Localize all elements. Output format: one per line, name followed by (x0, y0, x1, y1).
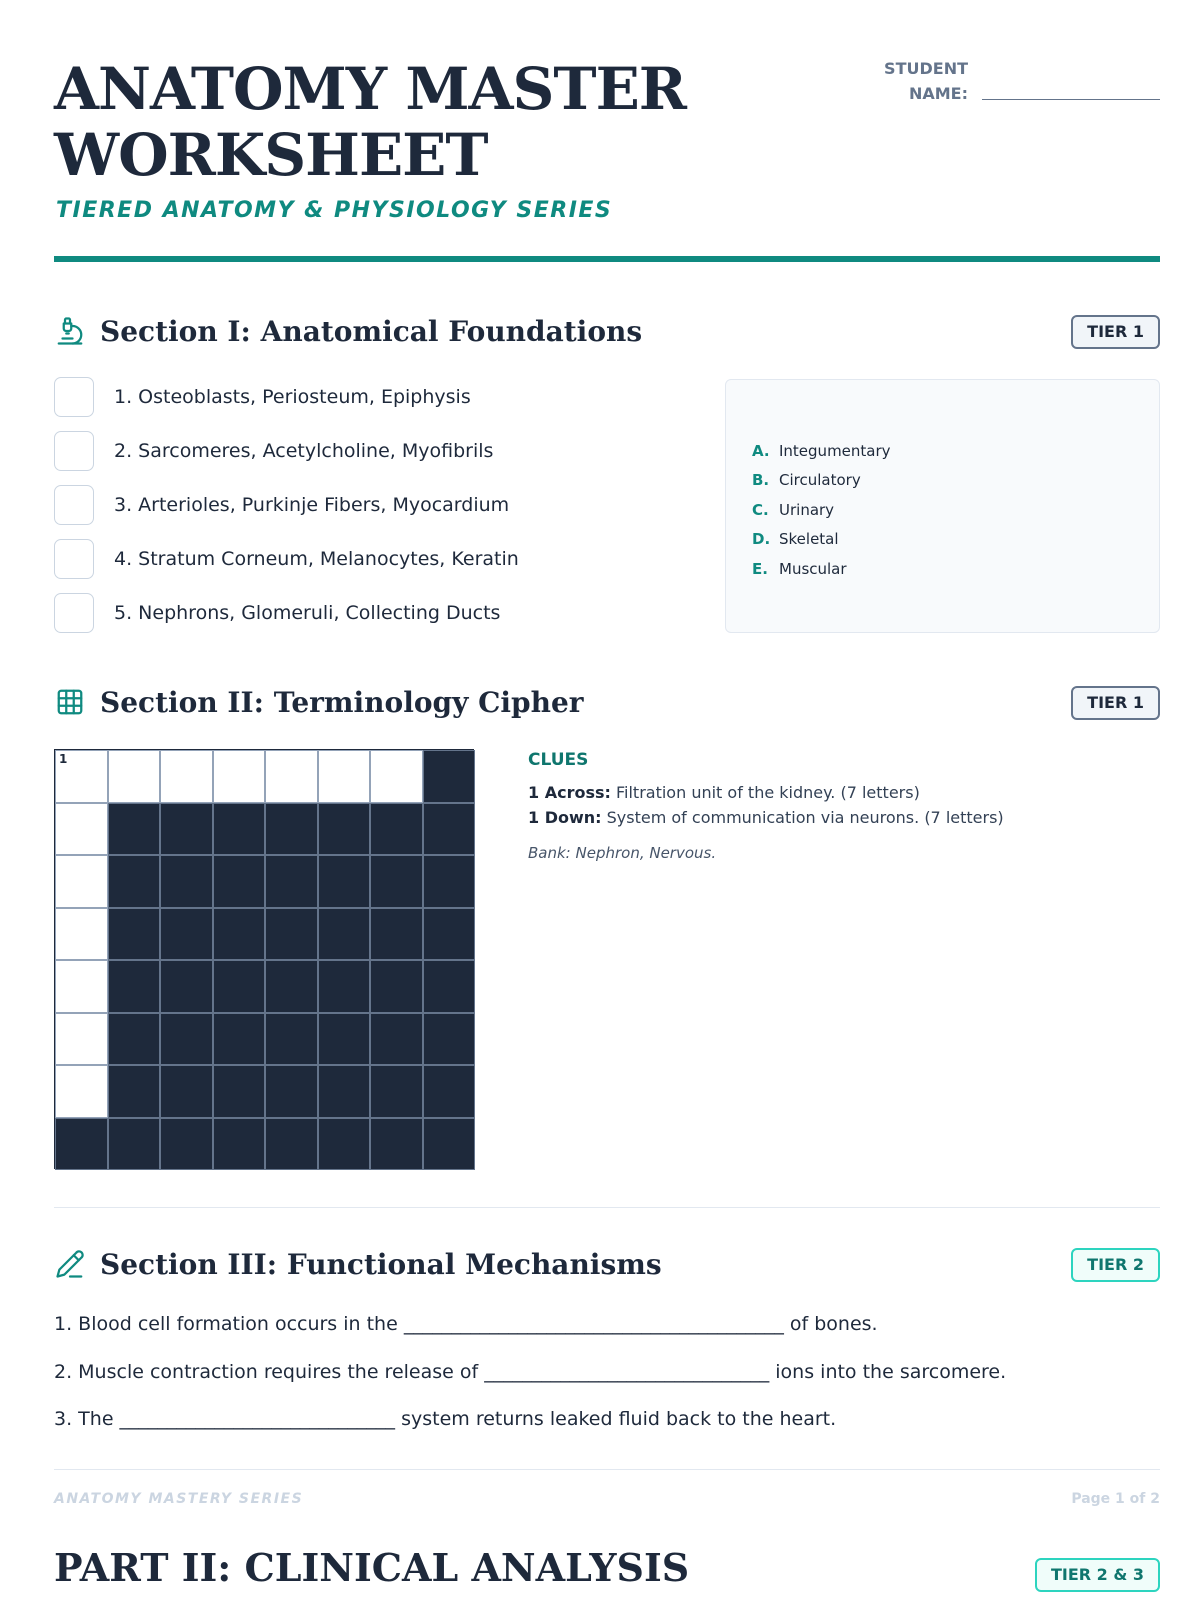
crossword-block (423, 1118, 476, 1171)
tier-badge: TIER 2 & 3 (1035, 1558, 1160, 1592)
fill-in-list (54, 1311, 1160, 1454)
option-letter: D. (752, 530, 771, 549)
student-name-block (848, 56, 1160, 106)
crossword-block (108, 1065, 161, 1118)
clue-down (528, 805, 1160, 830)
crossword-block (265, 855, 318, 908)
crossword-block (318, 908, 371, 961)
answer-box[interactable] (54, 539, 94, 579)
crossword-block (318, 960, 371, 1013)
crossword-block (213, 1118, 266, 1171)
crossword-block (213, 855, 266, 908)
crossword-cell[interactable] (108, 750, 161, 803)
crossword-block (108, 855, 161, 908)
crossword-block (423, 960, 476, 1013)
clue-text: System of communication via neurons. (7 letters) (606, 808, 1004, 827)
tier-badge: TIER 2 (1071, 1248, 1160, 1282)
crossword-block (370, 1065, 423, 1118)
crossword-block (265, 803, 318, 856)
section-2-title: Section II: Terminology Cipher (100, 685, 584, 719)
crossword-block (370, 908, 423, 961)
crossword-block (423, 750, 476, 803)
match-item-text: 1. Osteoblasts, Periosteum, Epiphysis (114, 386, 471, 408)
option-text: Circulatory (779, 471, 861, 490)
list-item (54, 431, 674, 471)
match-item-text: 4. Stratum Corneum, Melanocytes, Keratin (114, 548, 519, 570)
crossword-block (423, 1065, 476, 1118)
part-2-title: PART II: CLINICAL ANALYSIS (54, 1545, 690, 1590)
crossword-block (108, 1118, 161, 1171)
crossword-block (265, 1065, 318, 1118)
crossword-block (160, 908, 213, 961)
section-divider (54, 1207, 1160, 1208)
crossword-cell[interactable] (265, 750, 318, 803)
crossword-block (160, 855, 213, 908)
crossword-block (265, 908, 318, 961)
footer-divider (54, 1469, 1160, 1470)
pencil-icon (54, 1248, 86, 1280)
crossword-block (318, 803, 371, 856)
list-item[interactable]: 2. Muscle contraction requires the release of ______________________________ ions into the sarcomere. (54, 1360, 1007, 1383)
option-item (752, 466, 1133, 496)
crossword-block (213, 960, 266, 1013)
header-divider (54, 256, 1160, 262)
cell-number: 1 (59, 752, 68, 766)
crossword-block (213, 1013, 266, 1066)
option-text: Integumentary (779, 441, 891, 460)
list-item (54, 377, 674, 417)
grid-icon (54, 686, 86, 718)
crossword-block (318, 1013, 371, 1066)
crossword-cell[interactable] (213, 750, 266, 803)
crossword-block (108, 960, 161, 1013)
crossword-block (265, 1013, 318, 1066)
page-subtitle: TIERED ANATOMY & PHYSIOLOGY SERIES (56, 198, 613, 223)
crossword-block (160, 803, 213, 856)
crossword-cell[interactable] (55, 855, 108, 908)
answer-box[interactable] (54, 377, 94, 417)
list-item (54, 539, 674, 579)
crossword-block (160, 1065, 213, 1118)
crossword-block (423, 803, 476, 856)
crossword-block (160, 1013, 213, 1066)
crossword-cell[interactable] (55, 1065, 108, 1118)
crossword-block (265, 1118, 318, 1171)
crossword-block (108, 908, 161, 961)
crossword-grid (54, 749, 474, 1169)
list-item (54, 485, 674, 525)
option-text: Urinary (779, 500, 835, 519)
crossword-block (423, 855, 476, 908)
crossword-block (318, 1118, 371, 1171)
tier-badge: TIER 1 (1071, 686, 1160, 720)
section-2-header (54, 682, 1160, 722)
option-letter: A. (752, 441, 770, 460)
crossword-cell[interactable] (55, 960, 108, 1013)
series-footer: ANATOMY MASTERY SERIES (54, 1491, 304, 1507)
list-item[interactable]: 1. Blood cell formation occurs in the ________________________________________ of bones. (54, 1313, 878, 1335)
crossword-block (213, 803, 266, 856)
crossword-block (265, 960, 318, 1013)
page-title: ANATOMY MASTER WORKSHEET (54, 55, 686, 189)
match-item-text: 5. Nephrons, Glomeruli, Collecting Ducts (114, 602, 501, 624)
match-item-text: 3. Arterioles, Purkinje Fibers, Myocardium (114, 494, 510, 516)
list-item[interactable]: 3. The _____________________________ system returns leaked fluid back to the heart. (54, 1408, 837, 1430)
word-bank: Bank: Nephron, Nervous. (528, 844, 717, 862)
clue-label: 1 Down: (528, 808, 602, 827)
option-letter: C. (752, 500, 769, 519)
crossword-block (423, 908, 476, 961)
clue-across (528, 780, 1160, 805)
system-options-box (725, 379, 1160, 633)
crossword-cell[interactable] (55, 1013, 108, 1066)
section-1-title: Section I: Anatomical Foundations (100, 314, 643, 348)
crossword-block (108, 803, 161, 856)
clues-heading: CLUES (528, 750, 589, 770)
option-text: Muscular (779, 559, 847, 578)
crossword-block (213, 1065, 266, 1118)
crossword-block (160, 960, 213, 1013)
option-letter: B. (752, 471, 770, 490)
microscope-icon (54, 315, 86, 347)
option-item (752, 495, 1133, 525)
answer-box[interactable] (54, 431, 94, 471)
crossword-cell[interactable] (318, 750, 371, 803)
crossword-block (370, 1118, 423, 1171)
answer-box[interactable] (54, 593, 94, 633)
section-1-header (54, 311, 1160, 351)
crossword-block (370, 803, 423, 856)
page-number: Page 1 of 2 (1071, 1491, 1160, 1507)
option-text: Skeletal (779, 530, 839, 549)
crossword-block (423, 1013, 476, 1066)
crossword-block (318, 855, 371, 908)
student-name-label: STUDENT NAME: (884, 59, 968, 103)
crossword-cell[interactable] (55, 750, 108, 803)
tier-badge: TIER 1 (1071, 315, 1160, 349)
option-letter: E. (752, 559, 768, 578)
crossword-cell[interactable] (160, 750, 213, 803)
crossword-block (370, 960, 423, 1013)
clue-text: Filtration unit of the kidney. (7 letters) (616, 783, 920, 802)
crossword-cell[interactable] (55, 803, 108, 856)
crossword-cell[interactable] (370, 750, 423, 803)
crossword-cell[interactable] (55, 908, 108, 961)
answer-box[interactable] (54, 485, 94, 525)
section-3-header (54, 1244, 1160, 1284)
crossword-block (108, 1013, 161, 1066)
crossword-block (370, 1013, 423, 1066)
crossword-block (213, 908, 266, 961)
crossword-block (318, 1065, 371, 1118)
match-item-text: 2. Sarcomeres, Acetylcholine, Myofibrils (114, 440, 494, 462)
crossword-block (370, 855, 423, 908)
crossword-block (160, 1118, 213, 1171)
clue-label: 1 Across: (528, 783, 611, 802)
section-3-title: Section III: Functional Mechanisms (100, 1247, 662, 1281)
list-item (54, 593, 674, 633)
matching-list (54, 377, 674, 647)
option-item (752, 525, 1133, 555)
option-item (752, 554, 1133, 584)
crossword-block (55, 1118, 108, 1171)
student-name-field[interactable] (982, 99, 1160, 100)
worksheet-header (54, 56, 1160, 266)
clues-panel (528, 750, 1160, 862)
option-item (752, 436, 1133, 466)
